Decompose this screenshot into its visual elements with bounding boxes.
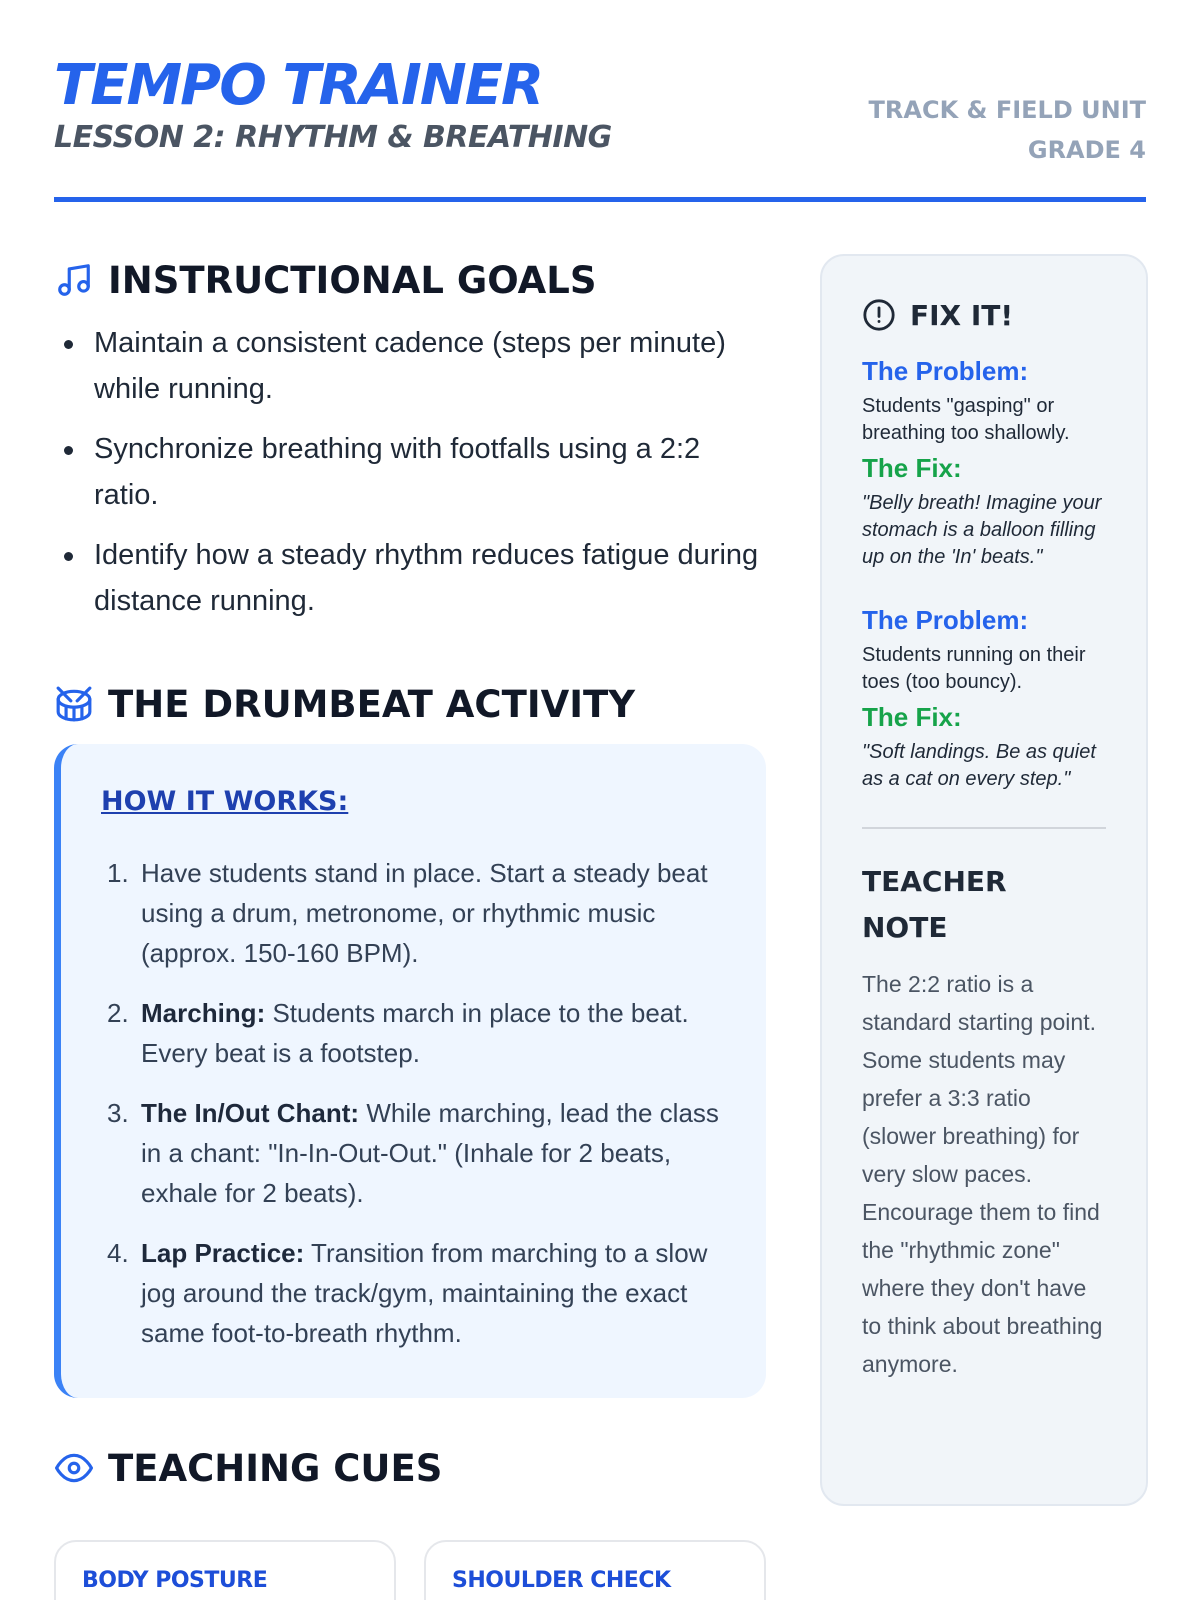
page-header [54, 52, 1146, 202]
activity-steps [101, 853, 726, 1353]
problem-block [862, 605, 1106, 793]
problem-label: The Problem: [862, 356, 1029, 386]
goals-heading [54, 250, 768, 310]
cue-card-body-posture [54, 1540, 396, 1600]
cue-title: SHOULDER CHECK [452, 1568, 671, 1593]
activity-heading-label: THE DRUMBEAT ACTIVITY [108, 682, 636, 726]
problem-text: Students running on their toes (too bouncy). [862, 644, 1086, 693]
step-item: 1. Have students stand in place. Start a steady beat using a drum, metronome, or rhythmic music (approx. 150-160 BPM). [107, 858, 708, 968]
page-title: TEMPO TRAINER [54, 53, 543, 118]
goals-list [54, 320, 768, 624]
teacher-note-heading: TEACHER NOTE [862, 865, 1007, 944]
problem-block [862, 356, 1106, 571]
fix-it-heading-label: FIX IT! [910, 298, 1014, 332]
unit-meta [869, 90, 1146, 170]
cue-card-shoulder-check [424, 1540, 766, 1600]
fix-it-sidebar [820, 254, 1148, 1506]
activity-heading [54, 674, 635, 734]
how-it-works-label: HOW IT WORKS: [101, 786, 349, 817]
goal-item: Maintain a consistent cadence (steps per minute) while running. [54, 320, 768, 412]
goal-item: Synchronize breathing with footfalls using a 2:2 ratio. [54, 426, 768, 518]
fix-text: "Soft landings. Be as quiet as a cat on every step." [862, 741, 1096, 790]
fix-label: The Fix: [862, 702, 962, 732]
cues-heading-label: TEACHING CUES [108, 1446, 443, 1490]
grade-label: GRADE 4 [1027, 136, 1146, 164]
fix-label: The Fix: [862, 453, 962, 483]
divider [862, 827, 1106, 829]
goal-item: Identify how a steady rhythm reduces fatigue during distance running. [54, 532, 768, 624]
activity-card [54, 744, 766, 1398]
cue-title: BODY POSTURE [82, 1568, 268, 1593]
problem-text: Students "gasping" or breathing too shallowly. [862, 395, 1070, 444]
lesson-subtitle: LESSON 2: RHYTHM & BREATHING [54, 120, 612, 155]
fix-text: "Belly breath! Imagine your stomach is a balloon filling up on the 'In' beats." [862, 492, 1102, 568]
alert-circle-icon [862, 298, 896, 332]
goals-heading-label: INSTRUCTIONAL GOALS [108, 258, 597, 302]
cues-heading [54, 1438, 442, 1498]
eye-icon [54, 1448, 94, 1488]
step-item: 3. The In/Out Chant: While marching, lead the class in a chant: "In-In-Out-Out." (Inhale for 2 beats, exhale for 2 beats). [107, 1098, 719, 1208]
cue-cards [54, 1540, 766, 1600]
unit-label: TRACK & FIELD UNIT [868, 96, 1146, 124]
drum-icon [54, 684, 94, 724]
main-column [54, 250, 768, 1593]
step-item: 4. Lap Practice: Transition from marching to a slow jog around the track/gym, maintaining the exact same foot-to-breath rhythm. [107, 1238, 708, 1348]
step-item: 2. Marching: Students march in place to the beat. Every beat is a footstep. [107, 998, 689, 1068]
problem-label: The Problem: [862, 605, 1029, 635]
fix-it-heading [862, 298, 1106, 332]
music-note-icon [54, 260, 94, 300]
teacher-note-text: The 2:2 ratio is a standard starting point. Some students may prefer a 3:3 ratio (slower breathing) for very slow paces. Encourage them to find the "rhythmic zone" where they don't have to think about breathing anymore. [862, 971, 1103, 1377]
